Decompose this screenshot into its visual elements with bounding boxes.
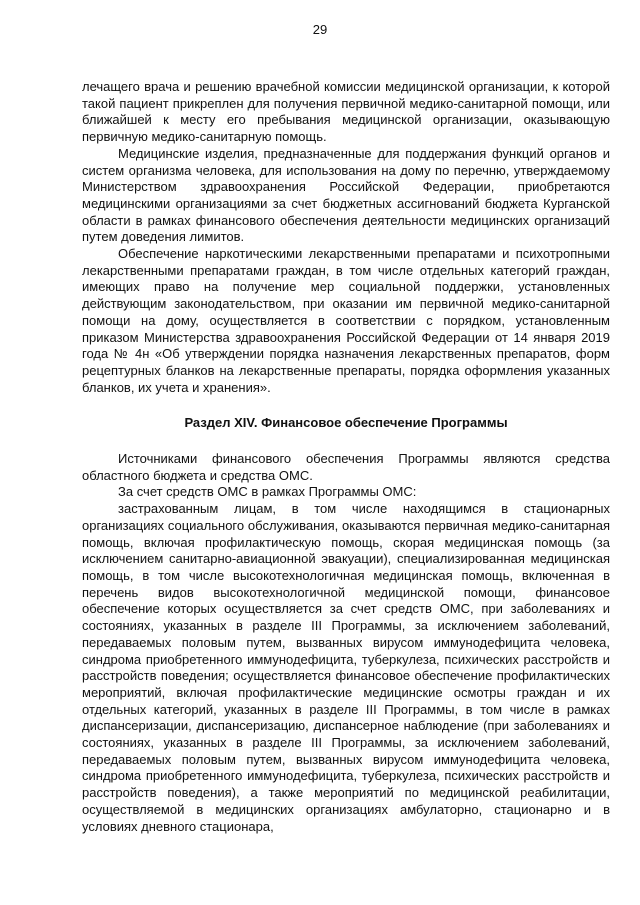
paragraph-funding-sources: Источниками финансового обеспечения Программы являются средства областного бюджета и средства ОМС. — [82, 451, 610, 483]
paragraph-oms-intro: За счет средств ОМС в рамках Программы ОМС: — [118, 484, 417, 500]
page-number: 29 — [312, 22, 328, 37]
paragraph-narcotic-drugs: Обеспечение наркотическими лекарственными препаратами и психотропными лекарственными препаратами граждан, в том числе отдельных категорий граждан, имеющих право на получение мер социальной поддержки, установленных действующим законодательством, при оказании им первичной медико-санитарной помощи на дому, осуществляется в соответствии с порядком, установленным приказом Министерства здравоохранения Российской Федерации от 14 января 2019 года № 4н «Об утверждении порядка назначения лекарственных препаратов, форм рецептурных бланков на лекарственные препараты, порядка оформления указанных бланков, их учета и хранения». — [82, 246, 610, 395]
paragraph-medical-devices: Медицинские изделия, предназначенные для поддержания функций органов и систем организма человека, для использования на дому по перечню, утверждаемому Министерством здравоохранения Российской Федерации, приобретаются медицинскими организациями за счет бюджетных ассигнований бюджета Курганской области в рамках финансового обеспечения деятельности медицинских организаций путем доведения лимитов. — [82, 145, 610, 245]
spacer — [82, 432, 610, 451]
spacer — [82, 396, 610, 415]
paragraph-insured-persons: застрахованным лицам, в том числе находящимся в стационарных организациях социального обслуживания, оказываются первичная медико-санитарная помощь, включая профилактическую помощь, скорая медицинская помощь (за исключением санитарно-авиационной эвакуации), специализированная медицинская помощь, в том числе высокотехнологичная медицинская помощь, включенная в перечень видов высокотехнологичной медицинской помощи, финансовое обеспечение которых осуществляется за счет средств ОМС, при заболеваниях и состояниях, указанных в разделе III Программы, за исключением заболеваний, передаваемых половым путем, вызванных вирусом иммунодефицита человека, синдрома приобретенного иммунодефицита, туберкулеза, психических расстройств и расстройств поведения; осуществляется финансовое обеспечение профилактических мероприятий, включая профилактические медицинские осмотры граждан и их отдельных категорий, указанных в разделе III Программы, в том числе в рамках диспансеризации, диспансеризацию, диспансерное наблюдение (при заболеваниях и состояниях, указанных в разделе III Программы, за исключением заболеваний, передаваемых половым путем, вызванных вирусом иммунодефицита человека, синдрома приобретенного иммунодефицита, туберкулеза, психических расстройств и расстройств поведения), а также мероприятий по медицинской реабилитации, осуществляемой в медицинских организациях амбулаторно, стационарно и в условиях дневного стационара, — [82, 501, 610, 834]
section-heading: Раздел XIV. Финансовое обеспечение Программы — [184, 415, 508, 431]
document-body — [82, 79, 610, 835]
paragraph-continuation: лечащего врача и решению врачебной комиссии медицинской организации, к которой такой пациент прикреплен для получения первичной медико-санитарной помощи, или ближайшей к месту его пребывания медицинской организации, оказывающую первичную медико-санитарную помощь. — [82, 79, 610, 145]
